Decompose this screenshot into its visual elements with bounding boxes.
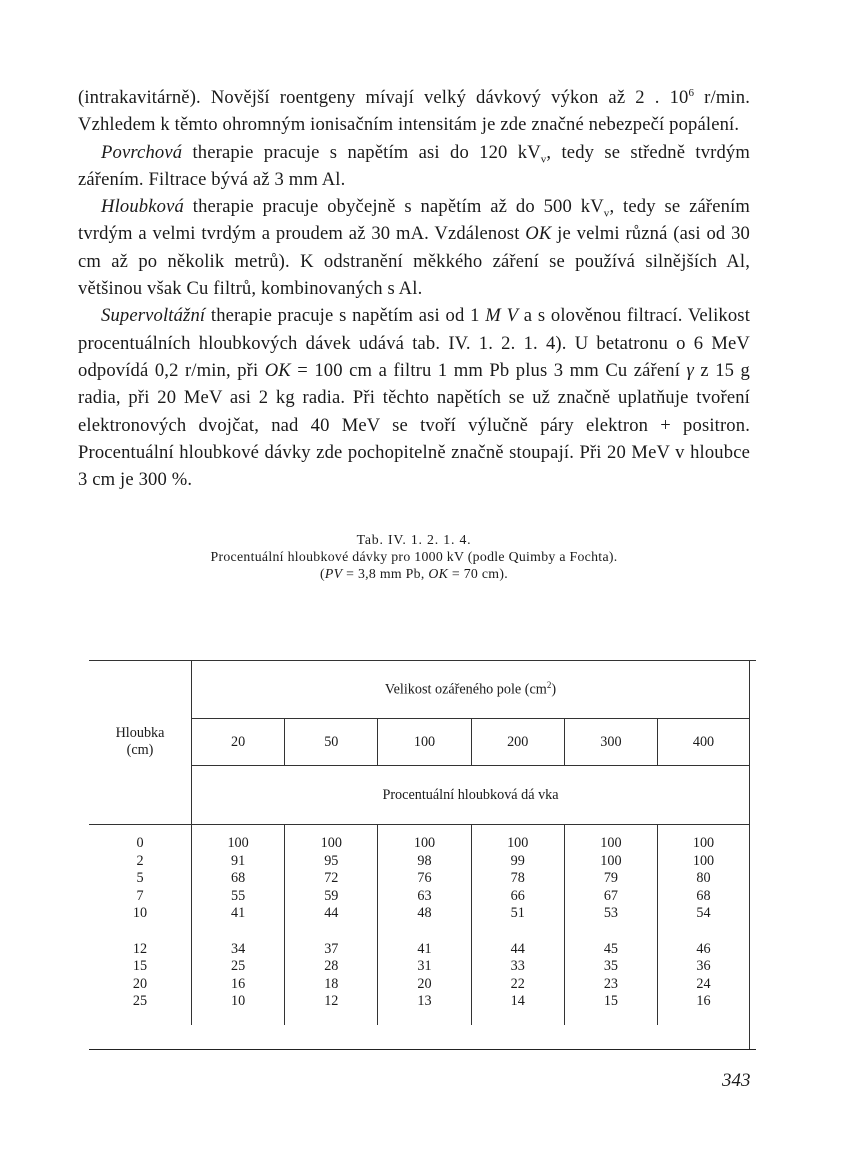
dose-header: Procentuální hloubková dá vka <box>192 766 750 825</box>
dose-value-cell: 14 <box>471 993 564 1025</box>
table-row <box>89 853 749 871</box>
dose-value-cell: 36 <box>658 958 749 976</box>
depth-cell: 25 <box>132 993 148 1009</box>
term-supervoltazni: Supervoltážní <box>101 305 206 327</box>
dose-value-cell: 100 <box>658 853 749 871</box>
dose-value-cell: 72 <box>285 870 378 888</box>
dose-value-cell: 59 <box>285 888 378 906</box>
dose-value-cell: 53 <box>564 905 657 923</box>
depth-cell: 0 <box>136 835 144 851</box>
page-number: 343 <box>722 1070 751 1091</box>
dose-value-cell: 16 <box>658 993 749 1025</box>
dose-value-cell: 46 <box>658 923 749 959</box>
dose-value-cell: 33 <box>471 958 564 976</box>
depth-cell: 2 <box>136 852 144 869</box>
dose-value-cell: 24 <box>658 976 749 994</box>
dose-value-cell: 41 <box>378 923 471 959</box>
term-povrchova: Povrchová <box>101 141 183 163</box>
table-subtitle: (PV = 3,8 mm Pb, OK = 70 cm). <box>320 566 508 582</box>
dose-value-cell: 28 <box>285 958 378 976</box>
dose-value-cell: 34 <box>192 923 285 959</box>
paragraph-intro: (intrakavitárně). Novější roentgeny mívají velký dávkový výkon až 2 . $10^6$ r/min. Vzhledem k těmto ohromným ionisačním intensitám je zde značné nebezpečí popálení. <box>78 86 750 136</box>
dose-value-cell: 54 <box>658 905 749 923</box>
paragraph-deep-therapy: Hloubková therapie pracuje obyčejně s napětím až do 500 $kV_v$, tedy se zářením tvrdým a velmi tvrdým a proudem až 30 mA. Vzdálenost OK je velmi různá (asi od 30 cm až po několik metrů). K odstranění měkkého záření se používá silnějších Al, většinou však Cu filtrů, kombinovaných s Al. <box>78 196 750 300</box>
dose-value-cell: 20 <box>378 976 471 994</box>
field-size-cell: 100 <box>378 719 471 766</box>
dose-table-body <box>89 825 749 1025</box>
table-row <box>89 870 749 888</box>
dose-value-cell: 16 <box>192 976 285 994</box>
depth-cell: 10 <box>132 905 148 921</box>
dose-value-cell: 95 <box>285 853 378 871</box>
dose-value-cell: 80 <box>658 870 749 888</box>
dose-value-cell: 63 <box>378 888 471 906</box>
dose-value-cell: 10 <box>192 993 285 1025</box>
term-hloubkova: Hloubková <box>101 196 184 218</box>
paragraph-supervoltage-therapy: Supervoltážní therapie pracuje s napětím asi od 1 M V a s olověnou filtrací. Velikost procentuálních hloubkových dávek udává tab. IV. 1. 2. 1. 4). U betatronu o 6 MeV odpovídá 0,2 r/min, při OK = 100 cm a filtru 1 mm Pb plus 3 mm Cu záření γ z 15 g radia, při 20 MeV asi 2 kg radia. Při těchto napětích se už značně uplatňuje tvoření elektronových dvojčat, nad 40 MeV se tvoří výlučně páry elektron + positron. Procentuální hloubkové dávky zde pochopitelně značně stoupají. Při 20 MeV v hloubce 3 cm je 300 %. <box>78 305 751 491</box>
table-bottom-rule <box>89 1049 756 1050</box>
table-title: Procentuální hloubkové dávky pro 1000 kV (podle Quimby a Fochta). <box>210 549 618 565</box>
dose-value-cell: 100 <box>378 825 471 853</box>
dose-value-cell: 48 <box>378 905 471 923</box>
field-size-cell: 300 <box>564 719 657 766</box>
dose-value-cell: 51 <box>471 905 564 923</box>
field-size-cell: 200 <box>471 719 564 766</box>
dose-value-cell: 100 <box>564 825 657 853</box>
depth-cell: 5 <box>136 870 144 886</box>
table-row <box>89 888 749 906</box>
dose-value-cell: 25 <box>192 958 285 976</box>
table-row <box>89 993 749 1025</box>
dose-value-cell: 35 <box>564 958 657 976</box>
dose-value-cell: 79 <box>564 870 657 888</box>
field-size-cell: 400 <box>658 719 749 766</box>
dose-value-cell: 45 <box>564 923 657 959</box>
dose-value-cell: 41 <box>192 905 285 923</box>
dose-value-cell: 68 <box>658 888 749 906</box>
dose-value-cell: 100 <box>658 825 749 853</box>
field-size-cell: 50 <box>285 719 378 766</box>
dose-value-cell: 76 <box>378 870 471 888</box>
dose-value-cell: 55 <box>192 888 285 906</box>
table-caption <box>78 531 750 582</box>
dose-value-cell: 100 <box>564 853 657 871</box>
depth-cell: 7 <box>136 887 144 904</box>
dose-value-cell: 44 <box>285 905 378 923</box>
dose-value-cell: 12 <box>285 993 378 1025</box>
field-size-cell: 20 <box>192 719 285 766</box>
table-row <box>89 976 749 994</box>
dose-value-cell: 98 <box>378 853 471 871</box>
field-size-header: Velikost ozářeného pole $(cm^2)$ <box>192 660 750 719</box>
dose-value-cell: 23 <box>564 976 657 994</box>
dose-value-cell: 99 <box>471 853 564 871</box>
dose-value-cell: 100 <box>192 825 285 853</box>
dose-value-cell: 22 <box>471 976 564 994</box>
dose-value-cell: 100 <box>285 825 378 853</box>
table-label: Tab. IV. 1. 2. 1. 4. <box>356 532 472 548</box>
dose-value-cell: 78 <box>471 870 564 888</box>
depth-cell: 20 <box>132 975 148 992</box>
dose-value-cell: 13 <box>378 993 471 1025</box>
table-row <box>89 923 749 959</box>
dose-value-cell: 68 <box>192 870 285 888</box>
table-right-rule <box>749 660 750 1050</box>
table-row <box>89 905 749 923</box>
dose-value-cell: 91 <box>192 853 285 871</box>
depth-cell: 15 <box>132 958 148 974</box>
dose-value-cell: 37 <box>285 923 378 959</box>
page-body <box>78 84 750 582</box>
table-row <box>89 825 749 853</box>
dose-value-cell: 67 <box>564 888 657 906</box>
table-row <box>89 958 749 976</box>
paragraph-surface-therapy: Povrchová therapie pracuje s napětím asi do 120 $kV_v$, tedy se středně tvrdým zářením. Filtrace bývá až 3 mm Al. <box>78 141 750 190</box>
dose-value-cell: 100 <box>471 825 564 853</box>
dose-value-cell: 44 <box>471 923 564 959</box>
depth-dose-table <box>89 660 749 1025</box>
dose-value-cell: 66 <box>471 888 564 906</box>
dose-value-cell: 15 <box>564 993 657 1025</box>
dose-value-cell: 18 <box>285 976 378 994</box>
depth-cell: 12 <box>132 940 148 957</box>
dose-value-cell: 31 <box>378 958 471 976</box>
depth-header: Hloubka (cm) <box>89 660 192 825</box>
